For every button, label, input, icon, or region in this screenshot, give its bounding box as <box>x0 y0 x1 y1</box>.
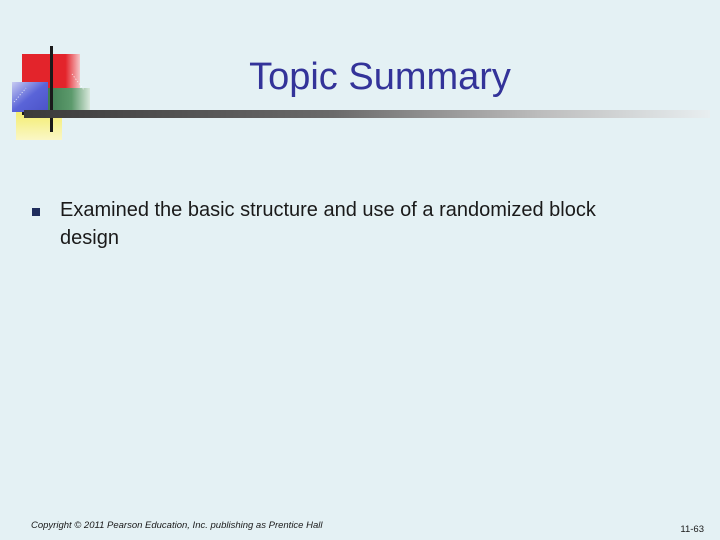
title-divider <box>24 110 710 118</box>
slide-title: Topic Summary <box>249 56 511 98</box>
list-item <box>28 196 668 252</box>
copyright-footer: Copyright © 2011 Pearson Education, Inc. publishing as Prentice Hall <box>31 520 323 531</box>
square-bullet-icon <box>32 208 40 216</box>
bullet-text: Examined the basic structure and use of a randomized block design <box>60 199 596 249</box>
bullet-list <box>28 196 668 252</box>
page-number: 11-63 <box>680 524 704 535</box>
color-blocks-logo-icon <box>12 44 102 144</box>
